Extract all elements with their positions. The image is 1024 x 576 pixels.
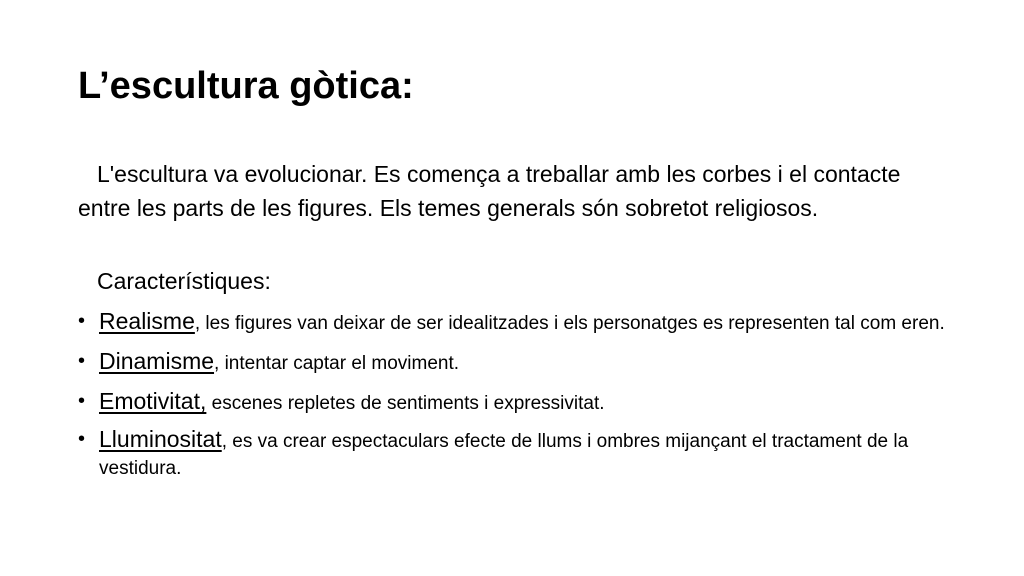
term-dinamisme: Dinamisme [99,348,215,374]
intro-paragraph: L'escultura va evolucionar. Es comença a treballar amb les corbes i el contacte entre les parts de les figures. Els temes generals són sobretot religiosos. [78,161,901,221]
description-dinamisme: , intentar captar el moviment. [214,353,460,374]
term-lluminositat: Lluminositat [99,426,222,452]
characteristics-heading: Característiques: [97,268,271,294]
list-item-emotivitat [78,388,958,417]
description-lluminositat: , es va crear espectaculars efecte de llums i ombres mijançant el tractament de la vestidura. [99,431,909,479]
term-emotivitat: Emotivitat, [99,388,207,414]
description-emotivitat: escenes repletes de sentiments i expressivitat. [206,393,605,414]
list-item-lluminositat [78,426,958,482]
slide-title: L’escultura gòtica: [78,65,414,107]
bullet-icon: • [78,428,86,450]
list-item-dinamisme [78,348,958,377]
bullet-icon: • [78,350,86,372]
description-realisme: , les figures van deixar de ser idealitzades i els personatges es representen tal com eren. [194,313,945,334]
bullet-icon: • [78,390,86,412]
list-item-realisme [78,308,958,337]
bullet-icon: • [78,310,86,332]
term-realisme: Realisme [99,308,195,334]
characteristics-list [78,308,958,493]
